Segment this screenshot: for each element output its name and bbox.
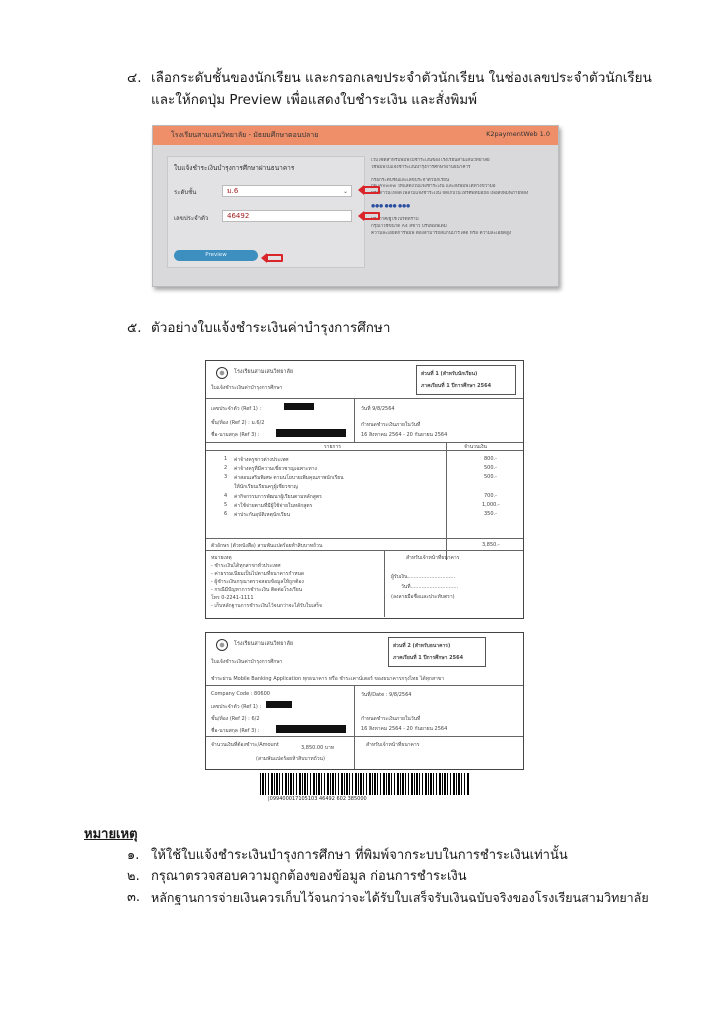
amount-label: จำนวนเงินที่ต้องชำระ/Amount (211, 742, 279, 748)
preview-button[interactable]: Preview (174, 250, 258, 261)
receipt-student-id: เลขประจำตัว (Ref 1) : (211, 406, 262, 412)
receipt-note: - ผู้ชำระเงินกรุณาตรวจสอบข้อมูลให้ถูกต้อง (211, 579, 304, 585)
item-number: 1 (224, 456, 228, 462)
item-description: ค่าจ้างครูที่มีความเชี่ยวชาญเฉพาะทาง (234, 466, 317, 472)
receipt-date: วันที่ 9/8/2564 (361, 406, 395, 412)
item-amount: 700.- (484, 493, 497, 499)
receipt-class: ชั้น/ห้อง (Ref 2) : 6/2 (211, 716, 260, 722)
receipt-part-box (416, 365, 516, 395)
divider (384, 550, 385, 617)
note-text: กรุณาตรวจสอบความถูกต้องของข้อมูล ก่อนการชำระเงิน (151, 869, 467, 884)
receipt-student-id: เลขประจำตัว (Ref 1) : (211, 704, 262, 710)
item-amount: 350.- (484, 511, 497, 517)
column-amount-header: จำนวนเงิน (464, 444, 487, 450)
receipt-term: ภาคเรียนที่ 1 ปีการศึกษา 2564 (393, 655, 464, 661)
item-number: 5 (224, 502, 228, 508)
divider (206, 450, 523, 451)
form-title: ใบแจ้งชำระเงินบำรุงการศึกษาผ่านธนาคาร (174, 164, 295, 172)
item-amount: 500.- (484, 474, 497, 480)
officer-label: สำหรับเจ้าหน้าที่ธนาคาร (406, 555, 460, 561)
divider (446, 442, 447, 560)
total-words: ตัวอักษร (ตัวหนังสือ) สามพันแปดร้อยห้าสิบบาทถ้วน (211, 543, 323, 549)
note-number: ๒. (127, 869, 140, 884)
step-5-text: ตัวอย่างใบแจ้งชำระเงินค่าบำรุงการศึกษา (151, 320, 391, 336)
divider (206, 538, 523, 539)
redaction-bar (266, 701, 292, 708)
notes-title: หมายเหตุ (84, 827, 138, 842)
item-description: ค่าสอนเสริมพิเศษ ตามนโยบายเพิ่มคุณภาพนักเรียน (234, 475, 344, 481)
item-description: ค่าใช้จ่ายตามที่มีผู้ใช้จ่ายในหลักสูตร (234, 503, 313, 509)
receipt-subtitle: ใบแจ้งชำระเงินค่าบำรุงการศึกษา (211, 659, 283, 665)
screenshot-header (153, 126, 558, 145)
receipt-school-name: โรงเรียนสามเสนวิทยาลัย (234, 641, 294, 647)
receipt-school-name: โรงเรียนสามเสนวิทยาลัย (234, 369, 294, 375)
payment-barcode (260, 773, 470, 795)
student-id-label: เลขประจำตัว (174, 215, 209, 222)
level-label: ระดับชั้น (174, 189, 197, 196)
receipt-part-1 (205, 360, 524, 619)
note-item (127, 888, 707, 908)
step-4-number: ๔. (127, 70, 142, 86)
item-description: ให้นักเรียนเรียนครูผู้เชี่ยวชาญ (234, 484, 298, 490)
divider (206, 736, 523, 737)
instructions-panel (371, 158, 551, 237)
column-item-header: รายการ (324, 444, 341, 450)
item-number: 2 (224, 465, 228, 471)
receipt-part-label: ส่วนที่ 2 (สำหรับธนาคาร) (393, 643, 451, 649)
student-id-input[interactable] (222, 210, 352, 222)
redaction-bar (276, 725, 346, 733)
receipt-name: ชื่อ-นามสกุล (Ref 3) : (211, 432, 260, 438)
instruction-line: เว็บไซต์สำหรับพิมพ์ใบชำระเงินของโรงเรียนสามเสนวิทยาลัย (371, 158, 490, 163)
instruction-line: กรอกระดับชั้นและเลขประจำตัวนักเรียน (371, 177, 450, 183)
item-number: 4 (224, 493, 228, 499)
receipt-term: ภาคเรียนที่ 1 ปีการศึกษา 2564 (421, 383, 492, 389)
screenshot-header-right: K2paymentWeb 1.0 (486, 130, 550, 138)
company-code: Company Code : 80600 (211, 691, 270, 697)
amount-value: 3,850.00 บาท (301, 745, 335, 751)
note-item (127, 867, 707, 887)
note-number: ๓. (127, 890, 141, 905)
school-logo-icon (216, 639, 228, 651)
officer-label: สำหรับเจ้าหน้าที่ธนาคาร (366, 742, 420, 748)
school-logo-icon (216, 367, 228, 379)
item-description: ค่าประกันอุบัติเหตุนักเรียน (234, 512, 291, 518)
student-id-value: 46492 (227, 212, 250, 220)
instruction-line: กด Preview ให้แสดงใบแจ้งชำระเงิน และสั่งพิมพ์ได้ทางขวามือ (371, 184, 496, 190)
instruction-line: ความละเอียดการพิมพ์ ต้องสามารถสแกนบาร์โค้ด หรือ ความละเอียดสูง (371, 230, 512, 236)
receipt-pay-period: 16 สิงหาคม 2564 - 20 กันยายน 2564 (361, 726, 448, 732)
redaction-bar (284, 403, 314, 410)
item-amount: 800.- (484, 456, 497, 462)
receipt-pay-period-label: กำหนดชำระเงินภายในวันที่ (361, 422, 421, 428)
level-select[interactable] (222, 185, 352, 197)
instruction-line (371, 171, 551, 178)
mobile-banking-line: ชำระผ่าน Mobile Banking Application ทุกธนาคาร หรือ ชำระเคาน์เตอร์ ของธนาคารกรุงไทย ได้ทุกสาขา (211, 676, 445, 682)
item-amount: 1,000.- (482, 502, 500, 508)
receipt-note: - ชำระเงินได้ทุกสาขาทั่วประเทศ (211, 563, 281, 569)
receipt-part-label: ส่วนที่ 1 (สำหรับนักเรียน) (421, 371, 478, 377)
divider (206, 550, 523, 551)
step-5-number: ๕. (127, 320, 142, 336)
receipt-note: - กรณีมีปัญหาการชำระเงิน ติดต่อโรงเรียน (211, 587, 303, 593)
note-item (127, 846, 707, 866)
payment-web-screenshot (152, 125, 559, 287)
officer-sign: ผู้รับเงิน.............................. (391, 574, 456, 580)
divider (354, 685, 355, 769)
item-number: 3 (224, 474, 228, 480)
receipt-pay-period-label: กำหนดชำระเงินภายในวันที่ (361, 716, 421, 722)
step-4-line-2: และให้กดปุ่ม Preview เพื่อแสดงใบชำระเงิน และสั่งพิมพ์ (151, 92, 478, 108)
amount-words: (สามพันแปดร้อยห้าสิบบาทถ้วน) (256, 756, 325, 762)
item-description: ค่าจ้างครูชาวต่างประเทศ (234, 457, 289, 463)
item-amount: 500.- (484, 465, 497, 471)
receipt-part-box (388, 637, 486, 667)
step-5 (127, 318, 527, 340)
instruction-line: ●●● ●●● ●●● (371, 204, 410, 210)
receipt-note: โทร 0-2241-1111 (211, 595, 254, 601)
chevron-down-icon: ⌄ (342, 188, 348, 195)
barcode-text: |099400017105103 46492 602 385000 (268, 796, 367, 802)
item-description: ค่ากิจกรรมการพัฒนาผู้เรียนตามหลักสูตร (234, 494, 322, 500)
arrow-level-icon (363, 186, 380, 194)
notes-label: หมายเหตุ (211, 555, 232, 561)
arrow-id-icon (363, 212, 380, 220)
instruction-line: ประกาศ/ผู้ใช้โปรดทราบ (371, 217, 419, 223)
redaction-bar (276, 429, 346, 437)
officer-note: (ลงลายมือชื่อและประทับตรา) (391, 594, 455, 600)
level-value: ม.6 (227, 187, 239, 195)
divider (206, 685, 523, 686)
receipt-name: ชื่อ-นามสกุล (Ref 3) : (211, 728, 260, 734)
arrow-preview-icon (266, 254, 283, 262)
receipt-pay-period: 16 สิงหาคม 2564 - 20 กันยายน 2564 (361, 432, 448, 438)
receipt-part-2 (205, 632, 524, 770)
note-text: ให้ใช้ใบแจ้งชำระเงินบำรุงการศึกษา ที่พิมพ์จากระบบในการชำระเงินเท่านั้น (151, 848, 568, 863)
note-number: ๑. (127, 848, 140, 863)
receipt-note: - ค่าธรรมเนียมเป็นไปตามที่ธนาคารกำหนด (211, 571, 305, 577)
instruction-line: หรือดาวน์โหลดไฟล์ใบแจ้งชำระเงิน จัดเก็บในโทรศัพท์มือถือ เพื่อสั่งพิมพ์ภายหลัง (371, 190, 529, 196)
divider (206, 398, 523, 399)
instruction-line: ใช้พิมพ์ใบแจ้งชำระเงินบำรุงการศึกษาผ่านธนาคาร (371, 164, 471, 170)
screenshot-header-title: โรงเรียนสามเสนวิทยาลัย - มัธยมศึกษาตอนปลาย (171, 131, 319, 139)
instruction-line: กรุณาใช้ขนาด A4 สีขาว ปรับพิมพ์เต็ม (371, 223, 447, 229)
note-text: หลักฐานการจ่ายเงินควรเก็บไว้จนกว่าจะได้รับใบเสร็จรับเงินฉบับจริงของโรงเรียนสามวิทยาลัย (151, 890, 649, 905)
total-amount: 3,850.- (482, 542, 500, 548)
step-4 (127, 68, 652, 112)
receipt-date: วันที่/Date : 9/8/2564 (361, 692, 412, 698)
instruction-line (371, 198, 551, 205)
item-number: 6 (224, 511, 228, 517)
instruction-line (371, 211, 551, 218)
divider (354, 398, 355, 442)
step-4-line-1: เลือกระดับชั้นของนักเรียน และกรอกเลขประจำตัวนักเรียน ในช่องเลขประจำตัวนักเรียน (151, 70, 652, 86)
officer-date: วันที่.............................. (401, 584, 459, 590)
receipt-note: - เก็บหลักฐานการชำระเงินไว้จนกว่าจะได้รับใบเสร็จ (211, 603, 322, 609)
receipt-class: ชั้น/ห้อง (Ref 2) : ม.6/2 (211, 420, 265, 426)
receipt-subtitle: ใบแจ้งชำระเงินค่าบำรุงการศึกษา (211, 385, 283, 391)
